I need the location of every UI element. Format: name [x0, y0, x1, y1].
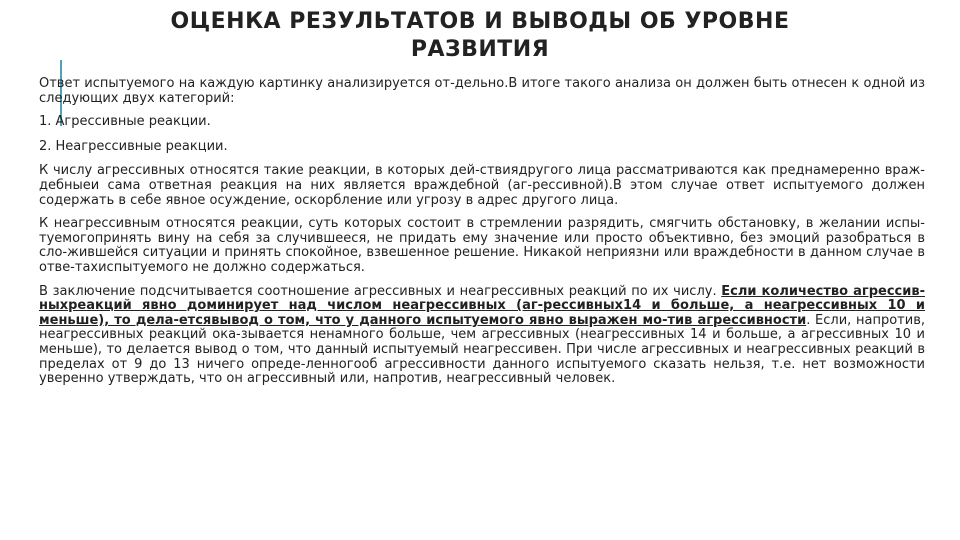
conclusion-highlight: Если количество агрессив-ныхреакций явно доминирует над числом неагрессивных (аг-рессивных14 и больше, а неагрессивных 10 и меньше), то дела-етсявывод о том, что у данного испытуемого явно выражен мо-тив агрессивности: [39, 283, 925, 328]
slide-title: [100, 8, 860, 64]
intro-paragraph: Ответ испытуемого на каждую картинку анализируется от-дельно.В итоге такого анализа он должен быть отнесен к одной из следующих двух категорий:: [39, 76, 925, 106]
conclusion-rest: . Если, напротив, неагрессивных реакций ока-зывается ненамного больше, чем агрессивных (неагрессивных 14 и больше, а агрессивных 10 и меньше), то делается вывод о том, что данный испытуемый неагрессивен. При числе агрессивных и неагрессивных реакций в пределах от 9 до 13 ничего опреде-ленногооб агрессивности данного испытуемого сказать нельзя, т.е. нет возможности уверенно утверждать, что он агрессивный или, напротив, неагрессивный человек.: [39, 312, 925, 387]
title-line-1: ОЦЕНКА РЕЗУЛЬТАТОВ И ВЫВОДЫ ОБ УРОВНЕ: [170, 9, 790, 34]
category-aggressive: 1. Агрессивные реакции.: [39, 114, 211, 130]
title-line-2: РАЗВИТИЯ: [410, 37, 550, 62]
slide-body: [39, 77, 925, 396]
nonaggressive-paragraph: К неагрессивным относятся реакции, суть которых состоит в стремлении разрядить, смягчить обстановку, в желании испы-туемогопринять вину на себя за случившееся, не придать ему значение или просто объективно, без эмоций разобраться в сло-жившейся ситуации и принять спокойное, взвешенное решение. Никакой неприязни или враждебности в данном случае в отве-тахиспытуемого не должно содержаться.: [39, 216, 925, 275]
category-nonaggressive: 2. Неагрессивные реакции.: [39, 138, 228, 154]
conclusion-intro: В заключение подсчитывается соотношение агрессивных и неагрессивных реакций по их числу.: [39, 283, 722, 299]
aggressive-paragraph: К числу агрессивных относятся такие реакции, в которых дей-ствиядругого лица рассматриваются как преднамеренно враж-дебныеи сама ответная реакция на них является враждебной (аг-рессивной).В этом случае ответ испытуемого должен содержать в себе явное осуждение, оскорбление или угрозу в адрес другого лица.: [39, 163, 925, 208]
conclusion-paragraph: [39, 285, 925, 387]
